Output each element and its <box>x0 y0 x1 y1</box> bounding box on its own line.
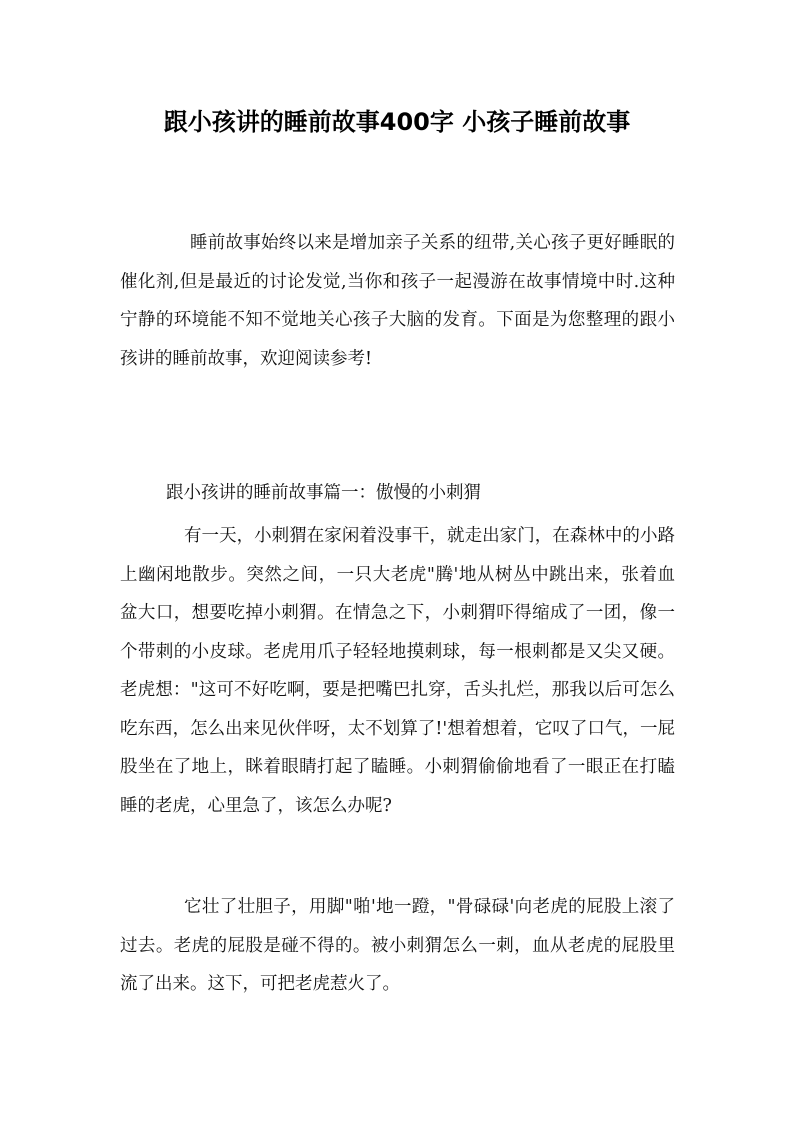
story-paragraph: 它壮了壮胆子，用脚"啪'地一蹬，"骨碌碌'向老虎的屁股上滚了过去。老虎的屁股是碰不得的。被小刺猬怎么一刺，血从老虎的屁股里流了出来。这下，可把老虎惹火了。 <box>120 897 675 994</box>
document-title: 跟小孩讲的睡前故事400字 小孩子睡前故事 <box>163 108 631 136</box>
story-paragraph: 有一天，小刺猬在家闲着没事干，就走出家门，在森林中的小路上幽闲地散步。突然之间，一只大老虎"腾'地从树丛中跳出来，张着血盆大口，想要吃掉小刺猬。在情急之下，小刺猬吓得缩成了一团，像一个带刺的小皮球。老虎用爪子轻轻地摸刺球，每一根刺都是又尖又硬。老虎想："这可不好吃啊，要是把嘴巴扎穿，舌头扎烂，那我以后可怎么吃东西，怎么出来见伙伴呀，太不划算了!'想着想着，它叹了口气，一屁股坐在了地上，眯着眼睛打起了瞌睡。小刺猬偷偷地看了一眼正在打瞌睡的老虎，心里急了，该怎么办呢? <box>120 526 675 816</box>
intro-paragraph: 睡前故事始终以来是增加亲子关系的纽带,关心孩子更好睡眠的催化剂,但是最近的讨论发觉,当你和孩子一起漫游在故事情境中时.这种宁静的环境能不知不觉地关心孩子大脑的发育。下面是为您整理的跟小孩讲的睡前故事，欢迎阅读参考! <box>120 233 675 369</box>
section-heading: 跟小孩讲的睡前故事篇一：傲慢的小刺猬 <box>166 483 481 503</box>
